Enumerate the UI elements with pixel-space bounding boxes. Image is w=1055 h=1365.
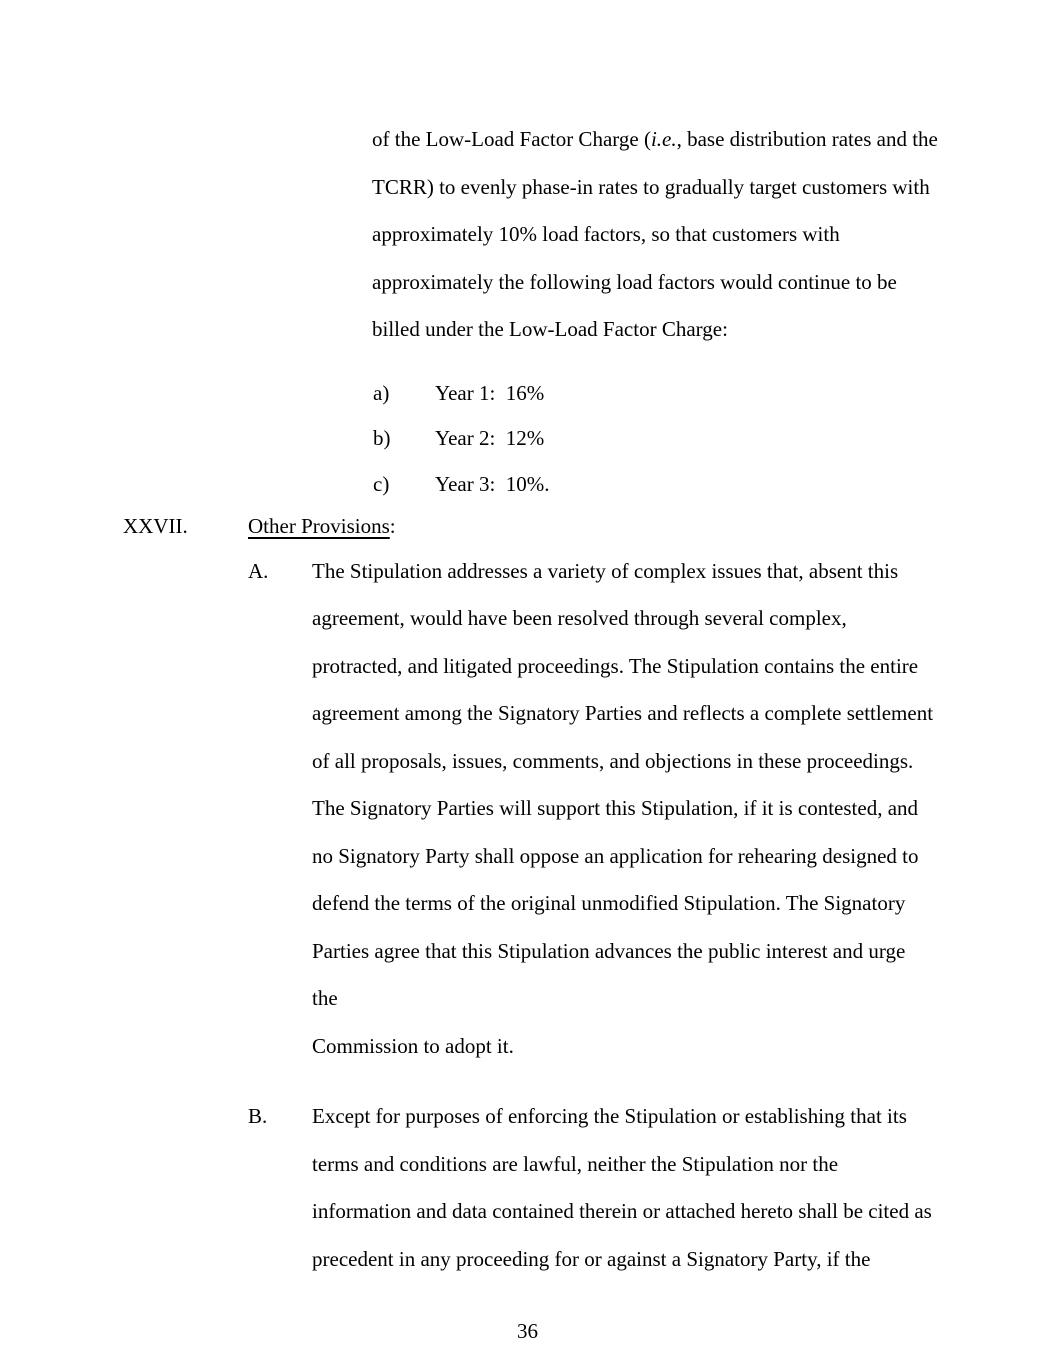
intro-line1-post: , base distribution rates and the — [676, 127, 938, 151]
intro-paragraph-lines — [372, 164, 952, 354]
subsection-a-text — [312, 548, 936, 1071]
text-line: Parties agree that this Stipulation advances the public interest and urge the — [312, 938, 911, 1010]
subsection-b-text — [312, 1093, 936, 1283]
text-line: approximately 10% load factors, so that customers with — [372, 222, 840, 246]
text-line: Commission to adopt it. — [312, 1033, 514, 1058]
text-line — [372, 116, 952, 164]
intro-paragraph — [372, 116, 952, 354]
subsection-a-letter: A. — [248, 558, 269, 583]
page-number: 36 — [517, 1319, 538, 1343]
text-line: protracted, and litigated proceedings. The Stipulation contains the entire — [312, 653, 919, 678]
list-item — [373, 416, 1055, 462]
load-factor-list — [373, 371, 1055, 508]
subsection-b — [248, 1093, 1055, 1283]
text-line: no Signatory Party shall oppose an application for rehearing designed to — [312, 843, 919, 868]
list-item — [373, 371, 1055, 417]
list-item-marker: a) — [373, 380, 390, 405]
section-title: Other Provisions — [248, 514, 390, 538]
text-line: precedent in any proceeding for or against a Signatory Party, if the — [312, 1246, 871, 1271]
text-line: terms and conditions are lawful, neither the Stipulation nor the — [312, 1151, 839, 1176]
list-item-marker: c) — [373, 471, 390, 496]
list-item-text: Year 2: 12% — [435, 426, 545, 450]
section-numeral: XXVII. — [123, 514, 188, 538]
text-line: TCRR) to evenly phase-in rates to gradually target customers with — [372, 174, 930, 199]
text-line: agreement among the Signatory Parties and reflects a complete settlement — [312, 701, 934, 725]
text-line: information and data contained therein or attached hereto shall be cited as — [312, 1199, 932, 1223]
text-line: defend the terms of the original unmodified Stipulation. The Signatory — [312, 891, 906, 915]
subsection-b-letter: B. — [248, 1104, 268, 1128]
subsection-a — [248, 548, 1055, 1071]
text-line: approximately the following load factors would continue to be — [372, 269, 897, 294]
text-line: billed under the Low-Load Factor Charge: — [372, 317, 728, 341]
text-line: of all proposals, issues, comments, and objections in these proceedings. — [312, 748, 914, 773]
section-colon: : — [389, 514, 396, 538]
list-item-marker: b) — [373, 426, 391, 450]
list-item-text: Year 3: 10%. — [435, 471, 550, 496]
section-heading — [123, 503, 1055, 551]
text-line: The Stipulation addresses a variety of complex issues that, absent this — [312, 558, 899, 583]
text-line: agreement, would have been resolved through several complex, — [312, 606, 847, 630]
text-line: Except for purposes of enforcing the Stipulation or establishing that its — [312, 1104, 907, 1128]
intro-line1-italic: i.e. — [650, 127, 677, 151]
list-item — [373, 462, 1055, 508]
text-line: The Signatory Parties will support this Stipulation, if it is contested, and — [312, 796, 919, 820]
intro-line1-pre: of the Low-Load Factor Charge ( — [372, 127, 651, 151]
list-item-text: Year 1: 16% — [435, 380, 545, 405]
